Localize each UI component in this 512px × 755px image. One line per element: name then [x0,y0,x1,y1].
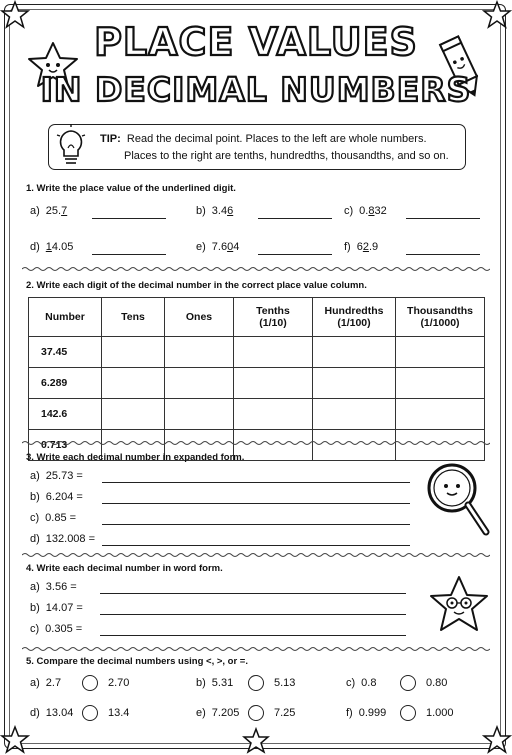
compare-circle[interactable] [248,675,264,691]
answer-cell[interactable] [102,368,165,399]
q1-pre: 6 [356,241,363,253]
answer-cell[interactable] [165,368,234,399]
q5-item [346,677,376,689]
table-row [29,368,485,399]
answer-cell[interactable] [165,337,234,368]
answer-line[interactable] [100,614,406,615]
answer-blank[interactable] [406,218,480,219]
q5-left-value: 0.8 [361,677,377,689]
q3-label: a) [30,470,40,482]
section-1-heading: 1. Write the place value of the underlined digit. [26,183,236,194]
number-cell: 142.6 [29,399,102,430]
q1-item [344,241,378,253]
q5-left-value: 2.7 [45,677,62,689]
answer-line[interactable] [100,635,406,636]
q1-post: 32 [374,205,387,217]
q4-value: 0.305 = [45,623,83,635]
q1-underlined-digit: 0 [227,241,234,253]
answer-line[interactable] [102,524,410,525]
magnifier-icon [424,460,494,542]
q1-label: d) [30,241,40,253]
col-ones: Ones [165,298,234,337]
answer-cell[interactable] [313,368,396,399]
compare-circle[interactable] [400,705,416,721]
answer-blank[interactable] [258,218,332,219]
q1-underlined-digit: 1 [45,241,52,253]
q5-right-value: 2.70 [108,677,130,689]
answer-blank[interactable] [258,254,332,255]
q1-item [196,241,239,253]
divider [22,266,490,272]
col-thousandths: Thousandths (1/1000) [396,298,485,337]
q3-value: 0.85 = [45,512,77,524]
q3-label: b) [30,491,40,503]
answer-cell[interactable] [396,399,485,430]
q4-label: b) [30,602,40,614]
q4-item [30,623,82,635]
q3-value: 25.73 = [45,470,83,482]
col-tens: Tens [102,298,165,337]
number-cell: 0.713 [29,430,102,461]
answer-cell[interactable] [396,368,485,399]
q1-post: 4 [233,241,240,253]
q4-label: c) [30,623,40,635]
number-cell: 6.289 [29,368,102,399]
section-5-heading: 5. Compare the decimal numbers using <, >, or =. [26,656,248,667]
divider [22,646,490,652]
col-number: Number [29,298,102,337]
q1-underlined-digit: 8 [368,205,375,217]
col-hundredths: Hundredths (1/100) [313,298,396,337]
answer-cell[interactable] [313,399,396,430]
answer-cell[interactable] [313,337,396,368]
q5-item [346,707,386,719]
q5-right-value: 0.80 [426,677,448,689]
q5-right-value: 7.25 [274,707,296,719]
q1-pre: 25. [45,205,62,217]
q1-item [30,241,73,253]
corner-star-icon [482,725,512,755]
q5-right-value: 1.000 [426,707,454,719]
q5-left-value: 5.31 [211,677,234,689]
q5-label: b) [196,677,206,689]
q5-item [196,707,239,719]
title-line-1: PLACE VALUES [94,20,418,64]
answer-cell[interactable] [234,368,313,399]
q4-label: a) [30,581,40,593]
q1-underlined-digit: 2 [362,241,369,253]
q1-item [344,205,387,217]
q5-label: c) [346,677,356,689]
tip-line-1: Read the decimal point. Places to the left are whole numbers. [126,133,427,145]
q3-item [30,533,95,545]
tip-text [100,131,480,165]
q5-left-value: 13.04 [45,707,74,719]
table-row [29,337,485,368]
q5-label: e) [196,707,206,719]
section-4-heading: 4. Write each decimal number in word form. [26,563,223,574]
answer-cell[interactable] [102,337,165,368]
q4-value: 3.56 = [45,581,77,593]
compare-circle[interactable] [400,675,416,691]
q3-item [30,491,83,503]
answer-blank[interactable] [92,218,166,219]
star-glasses-icon [424,574,494,636]
divider [22,552,490,558]
q4-item [30,581,77,593]
q5-item [30,677,61,689]
answer-cell[interactable] [396,337,485,368]
q5-right-value: 13.4 [108,707,130,719]
q1-pre: 3.4 [211,205,228,217]
compare-circle[interactable] [248,705,264,721]
answer-cell[interactable] [234,399,313,430]
q3-label: c) [30,512,40,524]
q5-item [30,707,73,719]
q4-item [30,602,83,614]
q4-value: 14.07 = [45,602,83,614]
q1-item [30,205,67,217]
bottom-star-icon [242,727,270,755]
q5-label: d) [30,707,40,719]
q5-left-value: 7.205 [211,707,240,719]
answer-blank[interactable] [92,254,166,255]
compare-circle[interactable] [82,705,98,721]
q1-label: e) [196,241,206,253]
q1-underlined-digit: 7 [61,205,68,217]
answer-line[interactable] [102,545,410,546]
q1-pre: 7.6 [211,241,228,253]
divider [22,440,490,446]
compare-circle[interactable] [82,675,98,691]
answer-cell[interactable] [234,337,313,368]
number-cell: 37.45 [29,337,102,368]
q5-right-value: 5.13 [274,677,296,689]
tip-label: TIP: [100,133,121,145]
table-row [29,399,485,430]
answer-cell[interactable] [165,399,234,430]
q5-left-value: 0.999 [358,707,387,719]
q1-post: 4.05 [51,241,74,253]
section-2-heading: 2. Write each digit of the decimal number in the correct place value column. [26,280,367,291]
q1-label: a) [30,205,40,217]
q3-label: d) [30,533,40,545]
q5-label: a) [30,677,40,689]
q1-label: b) [196,205,206,217]
answer-line[interactable] [102,482,410,483]
section-3-heading: 3. Write each decimal number in expanded form. [26,452,245,463]
q1-underlined-digit: 6 [227,205,234,217]
title-line-2: IN DECIMAL NUMBERS [40,70,472,109]
q1-post: .9 [368,241,379,253]
q1-item [196,205,233,217]
answer-line[interactable] [100,593,406,594]
answer-cell[interactable] [102,399,165,430]
place-value-table [28,297,485,461]
q3-value: 6.204 = [45,491,83,503]
tip-line-2: Places to the right are tenths, hundredths, thousandths, and so on. [124,150,449,162]
q1-label: f) [344,241,351,253]
q3-item [30,512,76,524]
q3-item [30,470,83,482]
answer-line[interactable] [102,503,410,504]
q3-value: 132.008 = [45,533,96,545]
lightbulb-icon [54,123,88,171]
col-tenths: Tenths (1/10) [234,298,313,337]
answer-blank[interactable] [406,254,480,255]
q5-item [196,677,233,689]
q1-pre: 0. [359,205,369,217]
q1-label: c) [344,205,354,217]
q5-label: f) [346,707,353,719]
corner-star-icon [0,725,30,755]
